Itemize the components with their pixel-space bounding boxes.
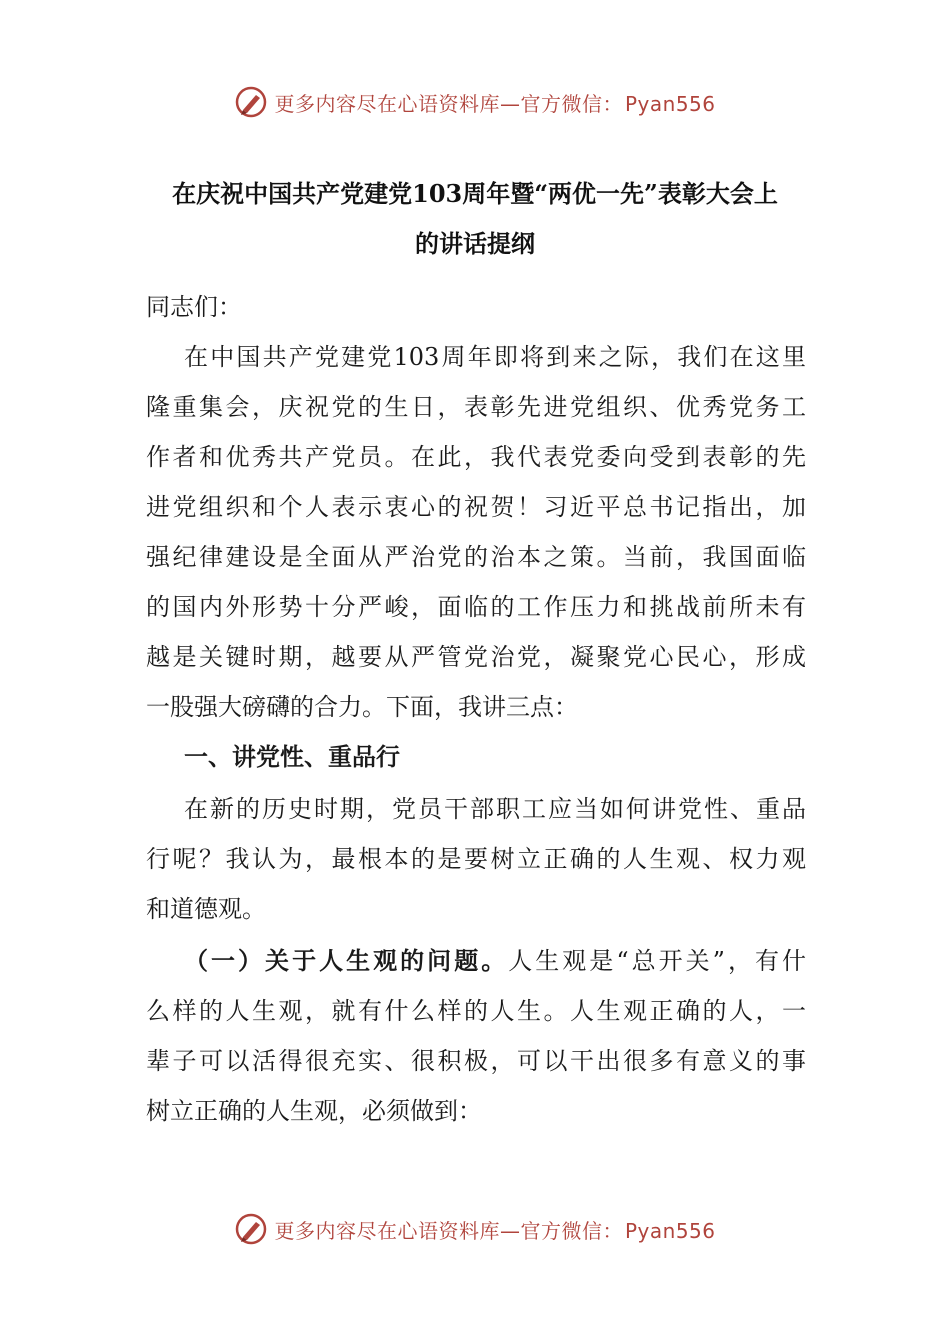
paragraph-2-line: 在新的历史时期，党员干部职工应当如何讲党性、重品 xyxy=(184,795,806,823)
paragraph-1-line: 强纪律建设是全面从严治党的治本之策。当前，我国面临 xyxy=(146,543,806,571)
watermark-id: Pyan556 xyxy=(624,1218,716,1243)
paragraph-2-line: 行呢？我认为，最根本的是要树立正确的人生观、权力观 xyxy=(146,845,806,873)
paragraph-3-line: 辈子可以活得很充实、很积极，可以干出很多有意义的事 xyxy=(146,1047,806,1075)
paragraph-1-line: 越是关键时期，越要从严管党治党，凝聚党心民心，形成 xyxy=(146,643,806,671)
paragraph-3-line: 么样的人生观，就有什么样的人生。人生观正确的人，一 xyxy=(146,997,806,1025)
paragraph-1-line: 作者和优秀共产党员。在此，我代表党委向受到表彰的先 xyxy=(146,443,806,471)
section-heading-1: 一、讲党性、重品行 xyxy=(184,742,400,771)
document-title-line-1: 在庆祝中国共产党建党103周年暨“两优一先”表彰大会上 xyxy=(172,179,778,208)
paragraph-1-line: 进党组织和个人表示衷心的祝贺！习近平总书记指出，加 xyxy=(146,493,806,521)
watermark-text: 更多内容尽在心语资料库—官方微信： xyxy=(274,91,623,116)
paragraph-3-line: 树立正确的人生观，必须做到： xyxy=(146,1097,482,1125)
subheading-life-view: （一）关于人生观的问题。 xyxy=(184,946,509,975)
paragraph-1-line: 隆重集会，庆祝党的生日，表彰先进党组织、优秀党务工 xyxy=(146,393,806,421)
watermark-footer xyxy=(0,1209,950,1249)
document-title-line-2: 的讲话提纲 xyxy=(415,229,535,258)
paragraph-1-line: 一股强大磅礴的合力。下面，我讲三点： xyxy=(146,693,578,721)
watermark-id: Pyan556 xyxy=(624,91,716,116)
watermark-text: 更多内容尽在心语资料库—官方微信： xyxy=(274,1218,623,1243)
paragraph-3-first-text: 人生观是“总开关”，有什 xyxy=(508,947,806,975)
pen-circle-icon xyxy=(234,85,268,119)
paragraph-1-line: 的国内外形势十分严峻，面临的工作压力和挑战前所未有 xyxy=(146,593,806,621)
pen-circle-icon xyxy=(234,1212,268,1246)
paragraph-3-line xyxy=(146,944,806,978)
paragraph-1-line: 在中国共产党建党103周年即将到来之际，我们在这里 xyxy=(184,343,806,371)
paragraph-2-line: 和道德观。 xyxy=(146,895,266,923)
salutation: 同志们： xyxy=(146,293,242,321)
watermark-header xyxy=(0,82,950,122)
